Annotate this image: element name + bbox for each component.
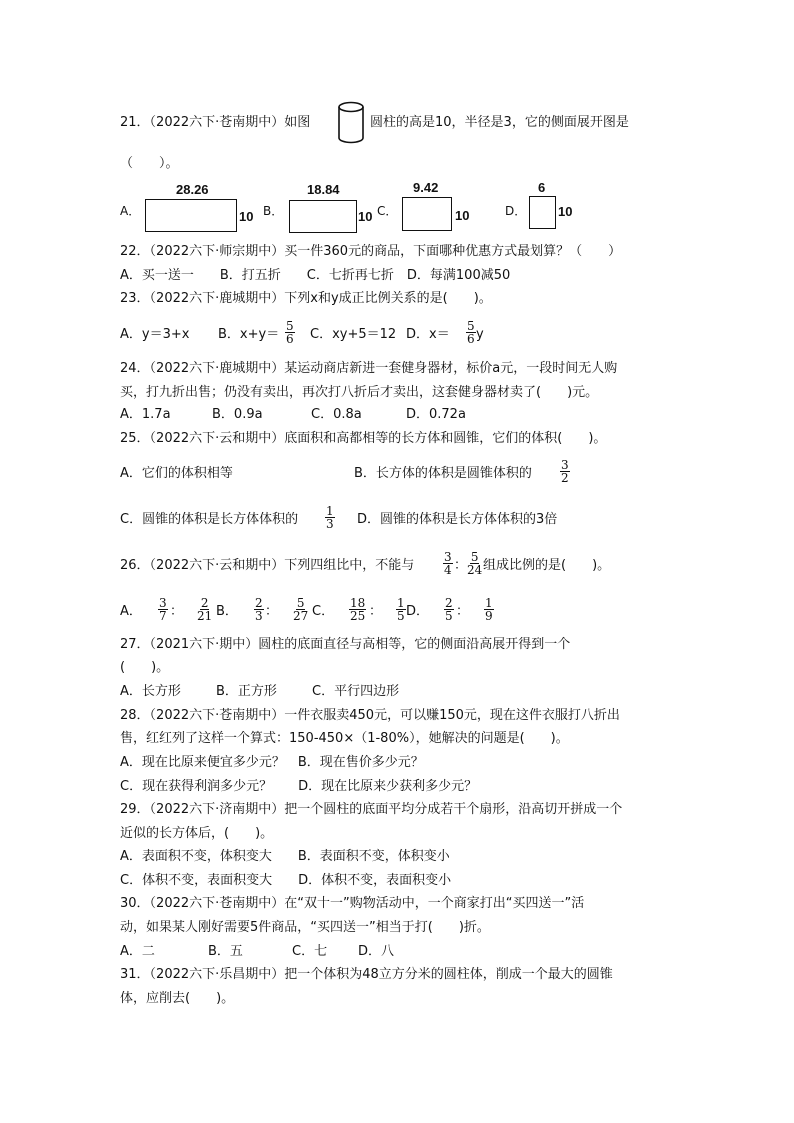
- q21-opt-b-rect: [289, 200, 357, 233]
- fraction-numerator: 1: [326, 504, 334, 518]
- q30-opt-d: D．八: [358, 944, 395, 959]
- fraction-denominator: 5: [445, 609, 453, 623]
- fraction-numerator: 18: [350, 596, 366, 610]
- q28-line2: 售，红红列了这样一个算式：150-450×（1-80%），她解决的问题是( )。: [120, 731, 569, 746]
- q26-opt-b-frac1: [254, 597, 264, 622]
- q23-stem: 23．（2022六下·鹿城期中）下列x和y成正比例关系的是( )。: [120, 291, 492, 306]
- q21-opt-d-rect: [529, 196, 556, 229]
- q21-opt-c-top: 9.42: [413, 180, 439, 195]
- q23-opt-d-tail: y: [476, 327, 484, 342]
- fraction-denominator: 9: [485, 609, 493, 623]
- q30-opt-c: C．七: [292, 944, 328, 959]
- q22-options: A．买一送一 B．打五折 C．七折再七折 D．每满100减50: [120, 268, 511, 283]
- q21-opt-a-side: 10: [239, 209, 254, 224]
- fraction-denominator: 3: [326, 517, 334, 531]
- fraction-numerator: 2: [200, 596, 209, 610]
- q30-line2: 动，如果某人刚好需要5件商品，“买四送一”相当于打( )折。: [120, 920, 490, 935]
- q29-line2: 近似的长方体后，( )。: [120, 826, 274, 841]
- q21-opt-a-top: 28.26: [176, 182, 209, 197]
- q21-opt-d-top: 6: [538, 180, 546, 195]
- q23-opt-b: B．x+y＝: [218, 327, 280, 342]
- q28-line1: 28．（2022六下·苍南期中）一件衣服卖450元，可以赚150元，现在这件衣服打八折出: [120, 708, 620, 723]
- fraction-numerator: 2: [255, 596, 263, 610]
- q30-opt-a: A．二: [120, 944, 155, 959]
- fraction-numerator: 3: [159, 596, 167, 610]
- q26-opt-c-colon: ：: [369, 604, 383, 619]
- q21-opt-d-label: D．: [505, 204, 527, 218]
- q21-text-a: 如图: [284, 115, 311, 130]
- q28-opt-ab: A．现在比原来便宜多少元？ B．现在售价多少元？: [120, 755, 424, 770]
- q25-opt-c-fraction: [325, 505, 335, 530]
- q28-opt-cd: C．现在获得利润多少元？ D．现在比原来少获利多少元？: [120, 779, 478, 794]
- q25-opt-a: A．它们的体积相等: [120, 466, 233, 481]
- q31-line1: 31．（2022六下·乐昌期中）把一个体积为48立方分米的圆柱体，削成一个最大的圆锥: [120, 967, 613, 982]
- fraction-numerator: 1: [397, 596, 405, 610]
- q26-colon: ：: [454, 558, 468, 573]
- q24-opt-c: C．0.8a: [311, 407, 362, 422]
- q23-opt-c: C．xy+5＝12: [310, 327, 397, 342]
- q27-opt-c: C．平行四边形: [312, 684, 400, 699]
- q21-opt-d-side: 10: [558, 204, 573, 219]
- q27-line1: 27．（2021六下·期中）圆柱的底面直径与高相等，它的侧面沿高展开得到一个: [120, 637, 571, 652]
- q21-opt-b-label: B．: [263, 204, 284, 218]
- q24-opt-d: D．0.72a: [406, 407, 466, 422]
- q26-opt-d-colon: ：: [456, 604, 470, 619]
- fraction-denominator: 7: [159, 609, 167, 623]
- q23-opt-d: D．x＝: [406, 327, 450, 342]
- q21-stem-b: 圆柱的高是10，半径是3，它的侧面展开图是: [370, 115, 629, 130]
- fraction-denominator: 21: [197, 609, 213, 623]
- q26-opt-c-frac1: [349, 597, 366, 622]
- q23-opt-b-fraction: [285, 320, 295, 345]
- q25-opt-b: B．长方体的体积是圆锥体积的: [354, 466, 532, 481]
- q30-line1: 30．（2022六下·苍南期中）在“双十一”购物活动中，一个商家打出“买四送一”活: [120, 896, 585, 911]
- fraction-numerator: 3: [561, 458, 569, 472]
- fraction-numerator: 5: [467, 319, 475, 333]
- fraction-numerator: 2: [445, 596, 453, 610]
- q27-opt-a: A．长方形: [120, 684, 181, 699]
- q25-opt-d: D．圆锥的体积是长方体体积的3倍: [357, 512, 558, 527]
- q26-fraction-2: [466, 551, 483, 576]
- fraction-denominator: 3: [255, 609, 263, 623]
- q24-opt-a: A．1.7a: [120, 407, 171, 422]
- fraction-denominator: 6: [286, 332, 294, 346]
- q26-opt-b-frac2: [292, 597, 309, 622]
- q21-source: （2022六下·苍南期中）: [149, 115, 285, 130]
- q26-opt-d-frac1: [444, 597, 454, 622]
- q29-opt-ab: A．表面积不变，体积变大 B．表面积不变，体积变小: [120, 849, 450, 864]
- fraction-denominator: 24: [467, 563, 483, 577]
- q23-opt-a: A．y＝3+x: [120, 327, 190, 342]
- q29-line1: 29．（2022六下·济南期中）把一个圆柱的底面平均分成若干个扇形，沿高切开拼成一个: [120, 802, 623, 817]
- fraction-denominator: 25: [350, 609, 366, 623]
- q26-stem-b: 组成比例的是( )。: [483, 558, 611, 573]
- q21-opt-a-label: A．: [120, 204, 141, 218]
- fraction-numerator: 5: [296, 596, 305, 610]
- q25-opt-c: C．圆锥的体积是长方体体积的: [120, 512, 299, 527]
- q21-blank: （ ）。: [120, 156, 179, 171]
- fraction-numerator: 3: [444, 550, 452, 564]
- q27-opt-b: B．正方形: [216, 684, 277, 699]
- q29-opt-cd: C．体积不变，表面积变大 D．体积不变，表面积变小: [120, 873, 452, 888]
- q31-line2: 体，应削去( )。: [120, 991, 235, 1006]
- q25-stem: 25．（2022六下·云和期中）底面积和高都相等的长方体和圆锥，它们的体积( )。: [120, 431, 607, 446]
- q27-line2: ( )。: [120, 660, 170, 675]
- q26-opt-c-label: C．: [312, 604, 335, 619]
- q26-stem-a: 26．（2022六下·云和期中）下列四组比中，不能与: [120, 558, 415, 573]
- q24-line1: 24．（2022六下·鹿城期中）某运动商店新进一套健身器材，标价a元，一段时间无人购: [120, 361, 618, 376]
- q21-opt-b-top: 18.84: [307, 182, 340, 197]
- fraction-numerator: 1: [485, 596, 493, 610]
- q26-opt-d-frac2: [484, 597, 494, 622]
- q21-opt-c-label: C．: [377, 204, 398, 218]
- fraction-denominator: 2: [561, 471, 569, 485]
- q21-opt-c-rect: [402, 197, 452, 231]
- q23-opt-d-fraction: [466, 320, 476, 345]
- q26-opt-b-label: B．: [216, 604, 238, 619]
- q21-opt-a-rect: [145, 199, 237, 232]
- fraction-numerator: 5: [470, 550, 479, 564]
- q21-opt-c-side: 10: [455, 208, 470, 223]
- q26-opt-c-frac2: [396, 597, 406, 622]
- q30-opt-b: B．五: [208, 944, 243, 959]
- q26-opt-a-colon: ：: [170, 604, 184, 619]
- q21-number: 21．: [120, 115, 150, 130]
- fraction-denominator: 5: [397, 609, 405, 623]
- fraction-numerator: 5: [286, 319, 294, 333]
- cylinder-figure: [336, 100, 366, 146]
- q26-opt-a-frac2: [196, 597, 213, 622]
- q26-opt-a-frac1: [158, 597, 168, 622]
- q25-opt-b-fraction: [560, 459, 570, 484]
- fraction-denominator: 4: [444, 563, 452, 577]
- fraction-denominator: 6: [467, 332, 475, 346]
- q24-opt-b: B．0.9a: [212, 407, 263, 422]
- q26-opt-b-colon: ：: [265, 604, 279, 619]
- q26-opt-d-label: D．: [406, 604, 430, 619]
- q22-stem: 22．（2022六下·师宗期中）买一件360元的商品，下面哪种优惠方式最划算？（ ）: [120, 244, 622, 259]
- q26-opt-a-label: A．: [120, 604, 142, 619]
- q24-line2: 买，打九折出售；仍没有卖出，再次打八折后才卖出，这套健身器材卖了( )元。: [120, 385, 599, 400]
- q21-opt-b-side: 10: [358, 209, 373, 224]
- fraction-denominator: 27: [293, 609, 309, 623]
- q26-fraction-1: [443, 551, 453, 576]
- q21-stem: [120, 114, 310, 132]
